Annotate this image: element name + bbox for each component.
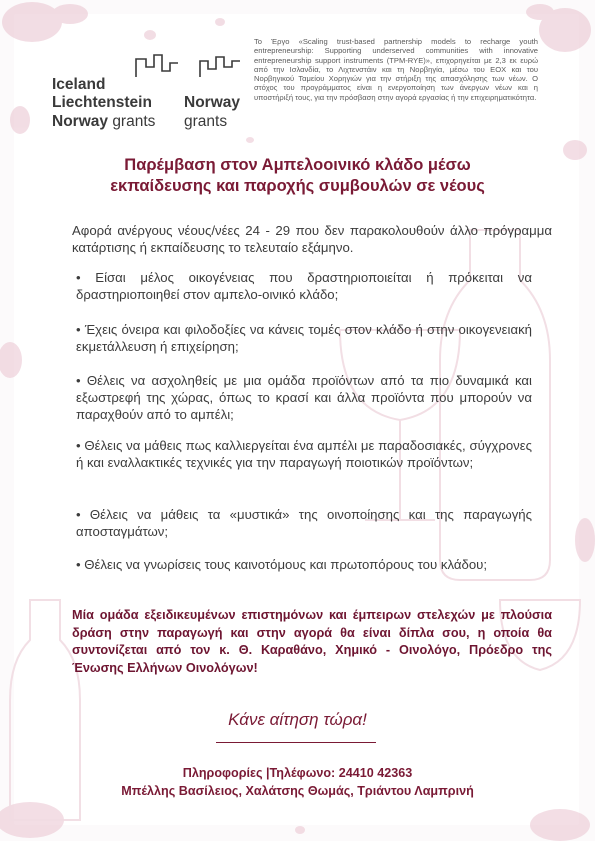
- logo-norway-word: Norway: [52, 113, 108, 130]
- bullet-item-6: • Θέλεις να γνωρίσεις τους καινοτόμους και πρωτοπόρους του κλάδου;: [76, 557, 488, 572]
- info-phone-line: Πληροφορίες |Τηλέφωνο: 24410 42363: [182, 766, 413, 780]
- bullet-item-2: • Έχεις όνειρα και φιλοδοξίες να κάνεις τομές στον κλάδο ή στην οικογενειακή εκμετάλλευση ή επιχείρηση;: [76, 322, 532, 354]
- logo-grants-word-left: grants: [112, 113, 156, 130]
- logo-liechtenstein: Liechtenstein: [52, 94, 152, 111]
- cta-divider: [216, 742, 376, 743]
- team-paragraph: Μία ομάδα εξειδικευμένων επιστημόνων και έμπειρων στελεχών με πλούσια δράση στην παραγωγή και στην αγορά θα είναι δίπλα σου, η οποία θα συντονίζεται από τον κ. Θ. Καραθάνο, Χημικό - Οινολόγο, Πρόεδρο της Ένωσης Ελλήνων Οινολόγων!: [72, 608, 552, 675]
- apply-now-heading: Κάνε αίτηση τώρα!: [228, 710, 367, 729]
- bullet-item-3: • Θέλεις να ασχοληθείς με μια ομάδα προϊόντων από τα πιο δυναμικά και εξωστρεφή της χώρας, όπως το κρασί και άλλα προϊόντα που μπορούν να παραχθούν από το αμπέλι;: [76, 373, 532, 422]
- logo-iceland: Iceland: [52, 76, 106, 93]
- bullet-item-5: • Θέλεις να μάθεις τα «μυστικά» της οινοποίησης και της παραγωγής αποσταγμάτων;: [76, 507, 532, 539]
- grants-logo-graphic: [134, 53, 244, 79]
- bullet-item-1: • Είσαι μέλος οικογένειας που δραστηριοποιείται ή πρόκειται να δραστηριοποιηθεί στον αμπελο-οινικό κλάδο;: [76, 270, 532, 302]
- title-line-1: Παρέμβαση στον Αμπελοοινικό κλάδο μέσω: [124, 156, 471, 174]
- title-line-2: εκπαίδευσης και παροχής συμβουλών σε νέους: [110, 177, 485, 195]
- eea-norway-grants-logo: [52, 56, 252, 140]
- program-intro-text: Το Έργο «Scaling trust-based partnership models to recharge youth entrepreneurship: Supporting underserved communities with innovative entrepreneurship support instruments (TPM-RYE)», επιχορηγείται με 2,3 εκ ευρώ από την Ισλανδία, το Λιχτενστάιν και τη Νορβηγία, μέσω του ΕΟΧ και του Νορβηγικού Ταμείου Χορηγιών για την στήριξη της απασχόλησης των νέων. Ο στόχος του προγράμματος είναι η ενεργοποίηση των άνεργων νέων και η υποστήριξή τους, για την πρόσβαση στην αγορά εργασίας ή την επιχειρηματικότητα.: [254, 37, 538, 102]
- contact-names: Μπέλλης Βασίλειος, Χαλάτσης Θωμάς, Τριάντου Λαμπρινή: [121, 784, 474, 798]
- audience-text: Αφορά ανέργους νέους/νέες 24 - 29 που δεν παρακολουθούν άλλο πρόγραμμα κατάρτισης ή εκπαίδευσης το τελευταίο εξάμηνο.: [72, 223, 552, 255]
- logo-grants-word-right: grants: [184, 113, 228, 130]
- page-title: [60, 155, 535, 197]
- logo-norway-left: [52, 113, 155, 131]
- bullet-item-4: • Θέλεις να μάθεις πως καλλιεργείται ένα αμπέλι με παραδοσιακές, σύγχρονες ή και εναλλακτικές τεχνικές για την παραγωγή ποιοτικών προϊόντων;: [76, 438, 532, 470]
- logo-norway-right: Norway: [184, 94, 240, 111]
